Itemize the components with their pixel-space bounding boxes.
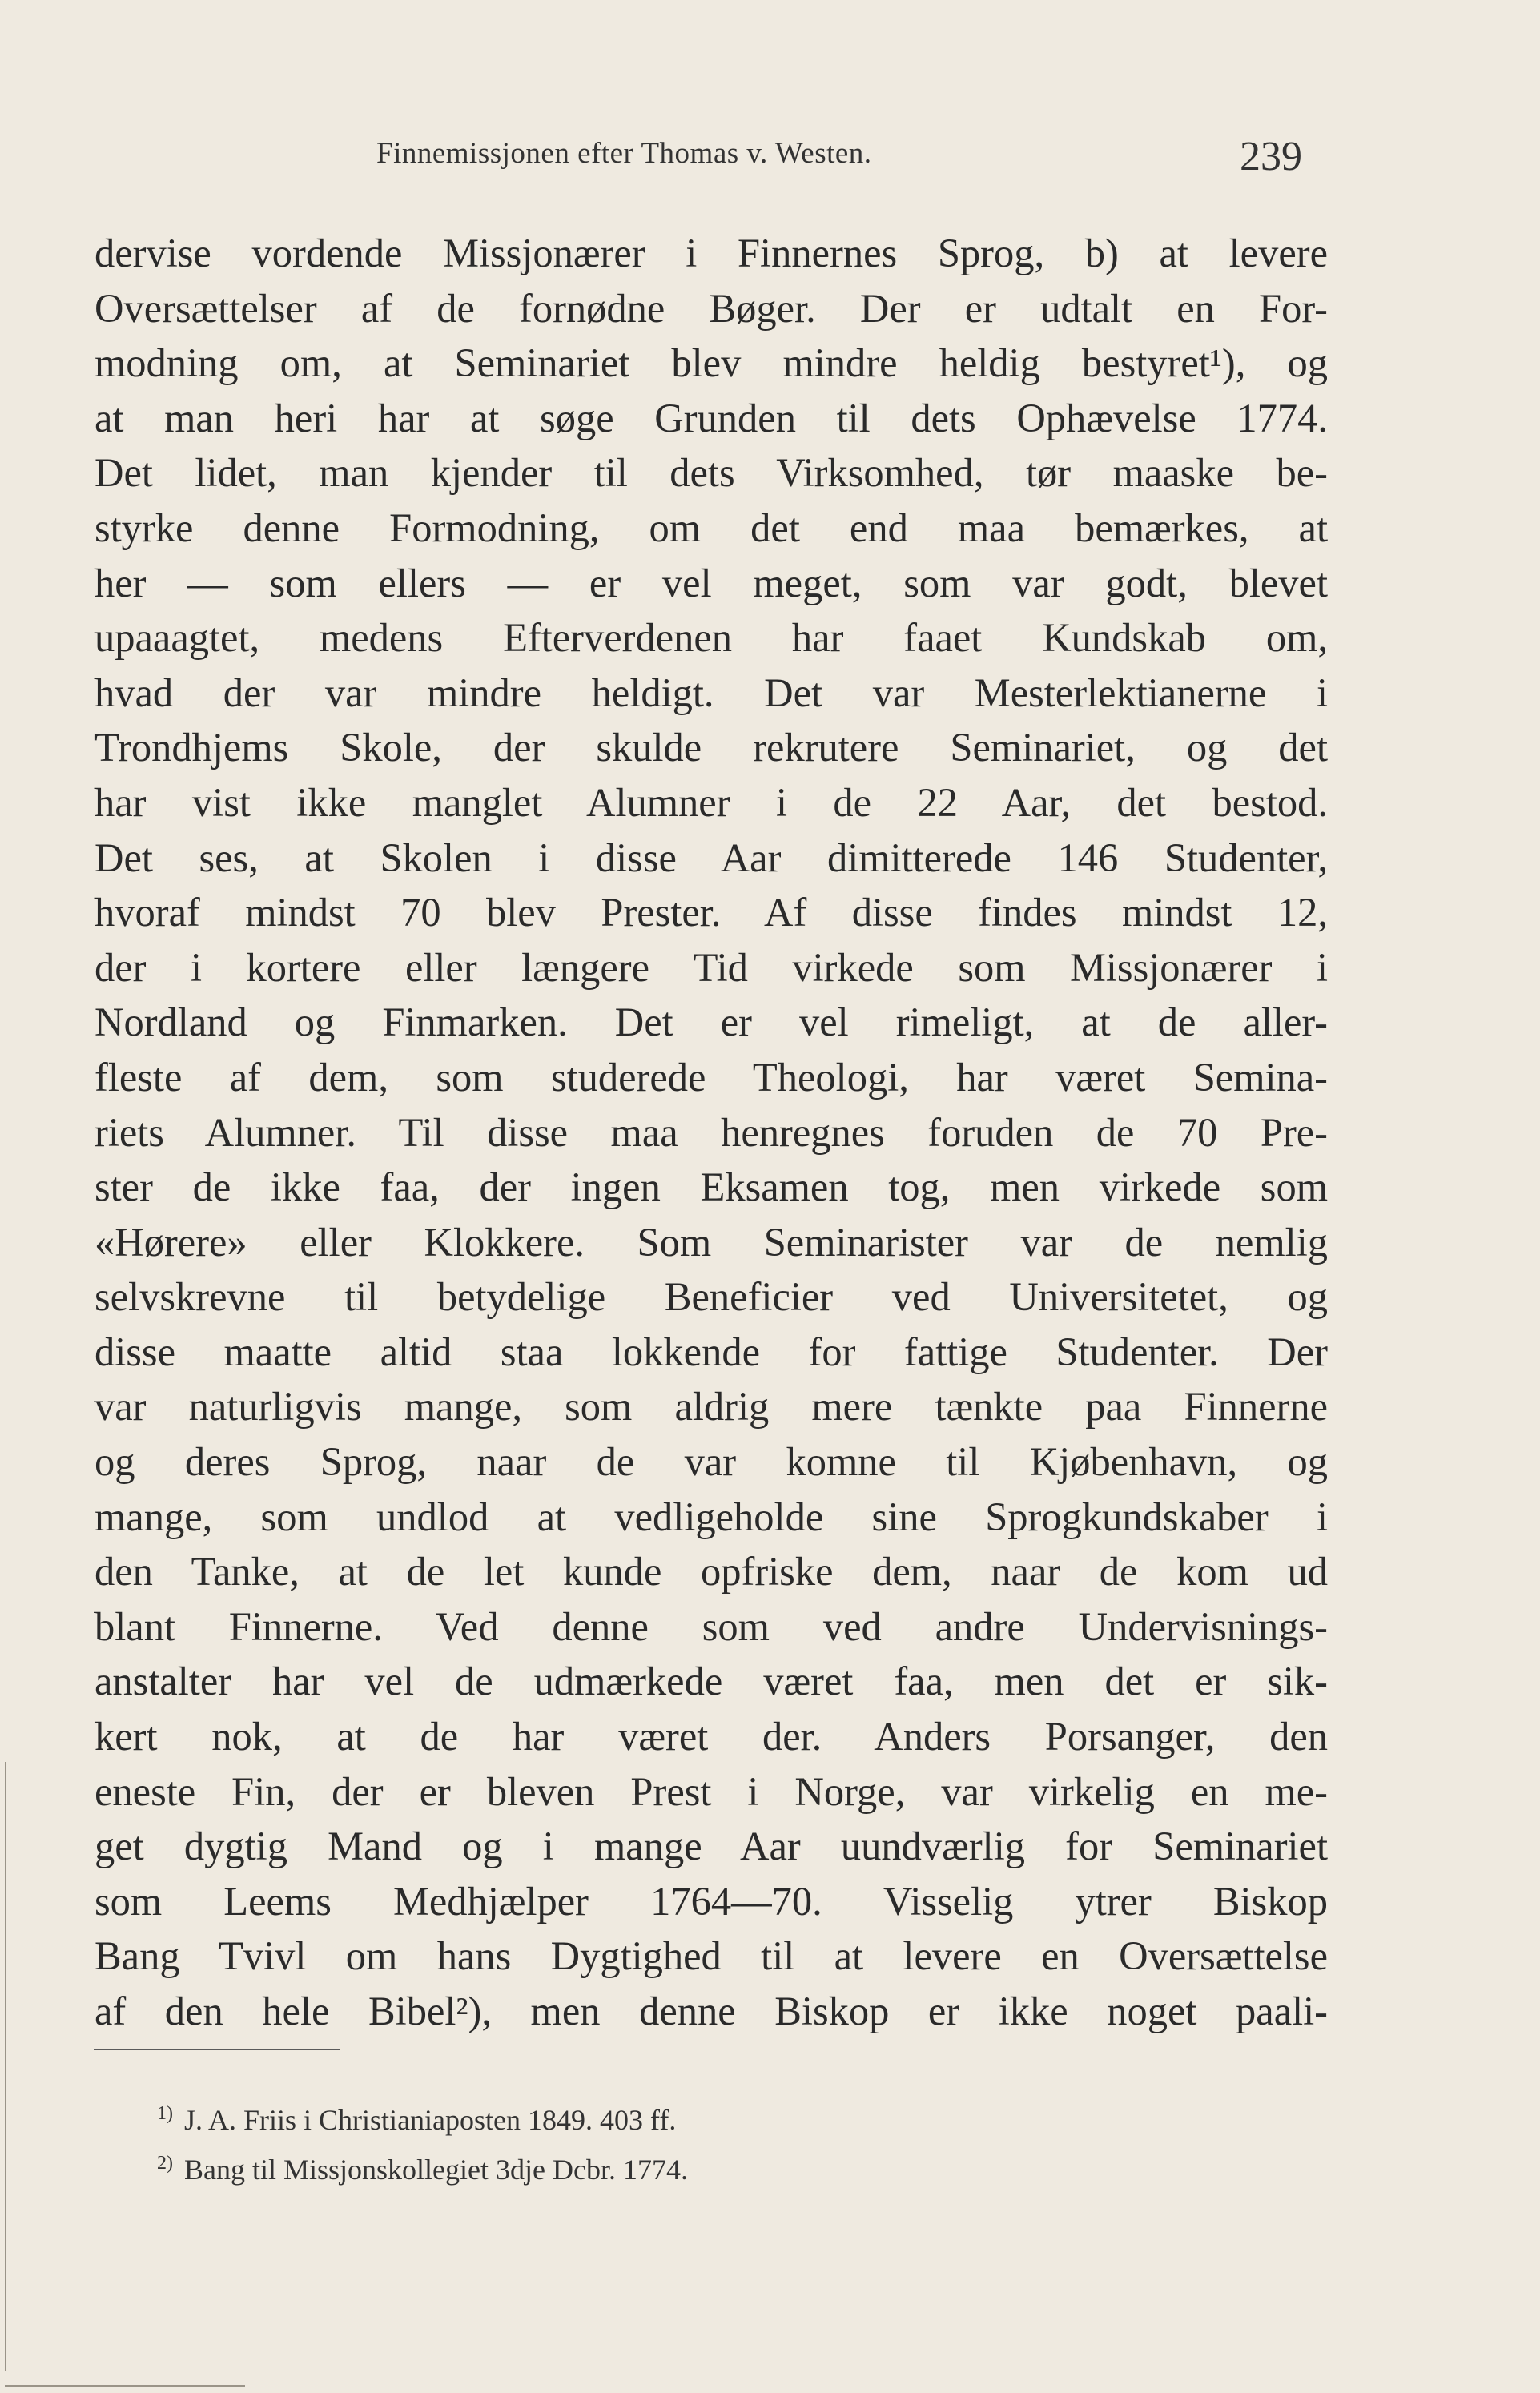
body-line: hvad der var mindre heldigt. Det var Mesterlektianerne i (94, 670, 1328, 715)
body-line: Det ses, at Skolen i disse Aar dimitterede 146 Studenter, (94, 835, 1328, 880)
page-header (0, 133, 1540, 189)
body-line: Det lidet, man kjender til dets Virksomhed, tør maaske be- (94, 450, 1328, 496)
body-line: var naturligvis mange, som aldrig mere tænkte paa Finnerne (94, 1384, 1328, 1430)
body-line: get dygtig Mand og i mange Aar uundværlig for Seminariet (94, 1824, 1328, 1869)
body-line: disse maatte altid staa lokkende for fattige Studenter. Der (94, 1329, 1328, 1374)
body-line: blant Finnerne. Ved denne som ved andre Undervisnings- (94, 1603, 1328, 1649)
footnote-mark: 2) (157, 2153, 173, 2174)
footnote-text: Bang til Missjonskollegiet 3dje Dcbr. 1774. (184, 2154, 688, 2186)
body-line: hvoraf mindst 70 blev Prester. Af disse findes mindst 12, (94, 890, 1328, 935)
body-line: af den hele Bibel²), men denne Biskop er ikke noget paali- (94, 1989, 1328, 2033)
page-edge-left (5, 1762, 6, 2371)
body-line: der i kortere eller længere Tid virkede som Missjonærer i (94, 944, 1328, 990)
running-title: Finnemissjonen efter Thomas v. Westen. (376, 137, 872, 170)
body-line: modning om, at Seminariet blev mindre heldig bestyret¹), og (94, 340, 1328, 386)
footnote (157, 2142, 958, 2191)
body-line: «Hørere» eller Klokkere. Som Seminarister var de nemlig (94, 1219, 1328, 1265)
body-line: Trondhjems Skole, der skulde rekrutere Seminariet, og det (94, 725, 1328, 770)
body-line: styrke denne Formodning, om det end maa bemærkes, at (94, 505, 1328, 550)
body-line: her — som ellers — er vel meget, som var godt, blevet (94, 560, 1328, 605)
page-edge-bottom (5, 2385, 245, 2387)
body-line: anstalter har vel de udmærkede været faa, men det er sik- (94, 1659, 1328, 1704)
page-number: 239 (1240, 134, 1302, 179)
footnote-mark: 1) (157, 2103, 173, 2124)
body-line: dervise vordende Missjonærer i Finnernes Sprog, b) at levere (94, 231, 1328, 275)
footnote-divider (94, 2049, 340, 2050)
body-line: mange, som undlod at vedligeholde sine Sprogkundskaber i (94, 1494, 1328, 1539)
body-line: at man heri har at søge Grunden til dets Ophævelse 1774. (94, 395, 1328, 440)
body-line: selvskrevne til betydelige Beneficier ved Universitetet, og (94, 1274, 1328, 1320)
body-line: riets Alumner. Til disse maa henregnes foruden de 70 Pre- (94, 1109, 1328, 1155)
body-line: og deres Sprog, naar de var komne til Kjøbenhavn, og (94, 1439, 1328, 1485)
body-text (94, 226, 1328, 2039)
body-line: Nordland og Finmarken. Det er vel rimeligt, at de aller- (94, 999, 1328, 1045)
body-line: ster de ikke faa, der ingen Eksamen tog, men virkede som (94, 1164, 1328, 1210)
body-line: fleste af dem, som studerede Theologi, har været Semina- (94, 1054, 1328, 1100)
footnotes (157, 2092, 958, 2191)
footnote (157, 2092, 958, 2142)
body-line: har vist ikke manglet Alumner i de 22 Aar, det bestod. (94, 779, 1328, 825)
body-line: eneste Fin, der er bleven Prest i Norge, var virkelig en me- (94, 1768, 1328, 1814)
body-line: Oversættelser af de fornødne Bøger. Der er udtalt en For- (94, 285, 1328, 331)
body-line: upaaagtet, medens Efterverdenen har faaet Kundskab om, (94, 615, 1328, 661)
body-line: den Tanke, at de let kunde opfriske dem, naar de kom ud (94, 1549, 1328, 1595)
body-line: Bang Tvivl om hans Dygtighed til at levere en Oversættelse (94, 1933, 1328, 1979)
footnote-text: J. A. Friis i Christianiaposten 1849. 403 ff. (184, 2104, 677, 2136)
body-line: som Leems Medhjælper 1764—70. Visselig ytrer Biskop (94, 1878, 1328, 1924)
body-line: kert nok, at de har været der. Anders Porsanger, den (94, 1714, 1328, 1760)
